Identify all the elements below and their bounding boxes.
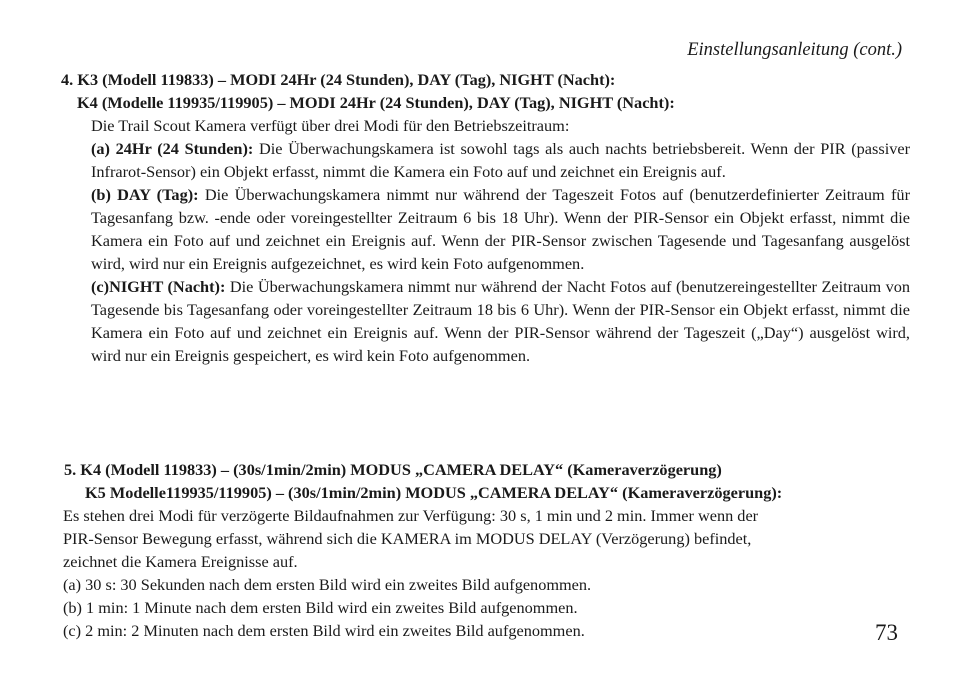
- section5-heading-k5: K5 Modelle119935/119905) – (30s/1min/2min) MODUS „CAMERA DELAY“ (Kameraverzögerung):: [85, 483, 783, 502]
- mode-night-label: (c)NIGHT (Nacht):: [91, 277, 226, 296]
- mode-24hr-paragraph: [91, 137, 910, 183]
- section5-body: [63, 504, 903, 642]
- mode-night-text: Die Überwachungskamera nimmt nur während der Nacht Fotos auf (benutzereingestellter Zeitraum von Tagesende bis Tagesanfang oder voreingestellter Zeitraum 18 bis 6 Uhr). Wenn der PIR-Sensor ein Objekt erfasst, nimmt die Kamera ein Foto auf und zeichnet ein Ereignis auf. Wenn der PIR-Sensor während der Tageszeit („Day“) ausgelöst wird, wird nur ein Ereignis gespeichert, es wird kein Foto aufgenommen.: [91, 277, 910, 365]
- section4-heading-k3: 4. K3 (Modell 119833) – MODI 24Hr (24 Stunden), DAY (Tag), NIGHT (Nacht):: [61, 70, 616, 89]
- section4-intro: Die Trail Scout Kamera verfügt über drei Modi für den Betriebszeitraum:: [91, 116, 570, 135]
- delay-option-30s: (a) 30 s: 30 Sekunden nach dem ersten Bild wird ein zweites Bild aufgenommen.: [63, 575, 592, 594]
- section5-body-line: PIR-Sensor Bewegung erfasst, während sich die KAMERA im MODUS DELAY (Verzögerung) befindet,: [63, 529, 752, 548]
- mode-24hr-text: Die Überwachungskamera ist sowohl tags als auch nachts betriebsbereit. Wenn der PIR (passiver Infrarot-Sensor) ein Objekt erfasst, nimmt die Kamera ein Foto auf und zeichnet ein Ereignis auf.: [91, 139, 911, 181]
- mode-day-label: (b) DAY (Tag):: [91, 185, 199, 204]
- section5-heading-k4: 5. K4 (Modell 119833) – (30s/1min/2min) MODUS „CAMERA DELAY“ (Kameraverzögerung): [64, 460, 722, 479]
- running-header: Einstellungsanleitung (cont.): [687, 40, 902, 60]
- mode-24hr-label: (a) 24Hr (24 Stunden):: [91, 139, 254, 158]
- section4-body: [91, 114, 910, 367]
- page-number: 73: [875, 620, 898, 645]
- section5-body-line: zeichnet die Kamera Ereignisse auf.: [63, 552, 298, 571]
- section5-body-line: Es stehen drei Modi für verzögerte Bildaufnahmen zur Verfügung: 30 s, 1 min und 2 min. Immer wenn der: [63, 506, 759, 525]
- section4-heading-k4: K4 (Modelle 119935/119905) – MODI 24Hr (24 Stunden), DAY (Tag), NIGHT (Nacht):: [77, 93, 675, 112]
- mode-day-text: Die Überwachungskamera nimmt nur während der Tageszeit Fotos auf (benutzerdefinierter Zeitraum für Tagesanfang bzw. -ende oder voreingestellter Zeitraum 6 bis 18 Uhr). Wenn der PIR-Sensor ein Objekt erfasst, nimmt die Kamera ein Foto auf und zeichnet ein Ereignis auf. Wenn der PIR-Sensor zwischen Tagesende und Tagesanfang ausgelöst wird, wird nur ein Ereignis aufgezeichnet, es wird kein Foto aufgenommen.: [91, 185, 910, 273]
- delay-option-1min: (b) 1 min: 1 Minute nach dem ersten Bild wird ein zweites Bild aufgenommen.: [63, 598, 578, 617]
- delay-option-2min: (c) 2 min: 2 Minuten nach dem ersten Bild wird ein zweites Bild aufgenommen.: [63, 621, 585, 640]
- mode-day-paragraph: [91, 183, 910, 275]
- mode-night-paragraph: [91, 275, 910, 367]
